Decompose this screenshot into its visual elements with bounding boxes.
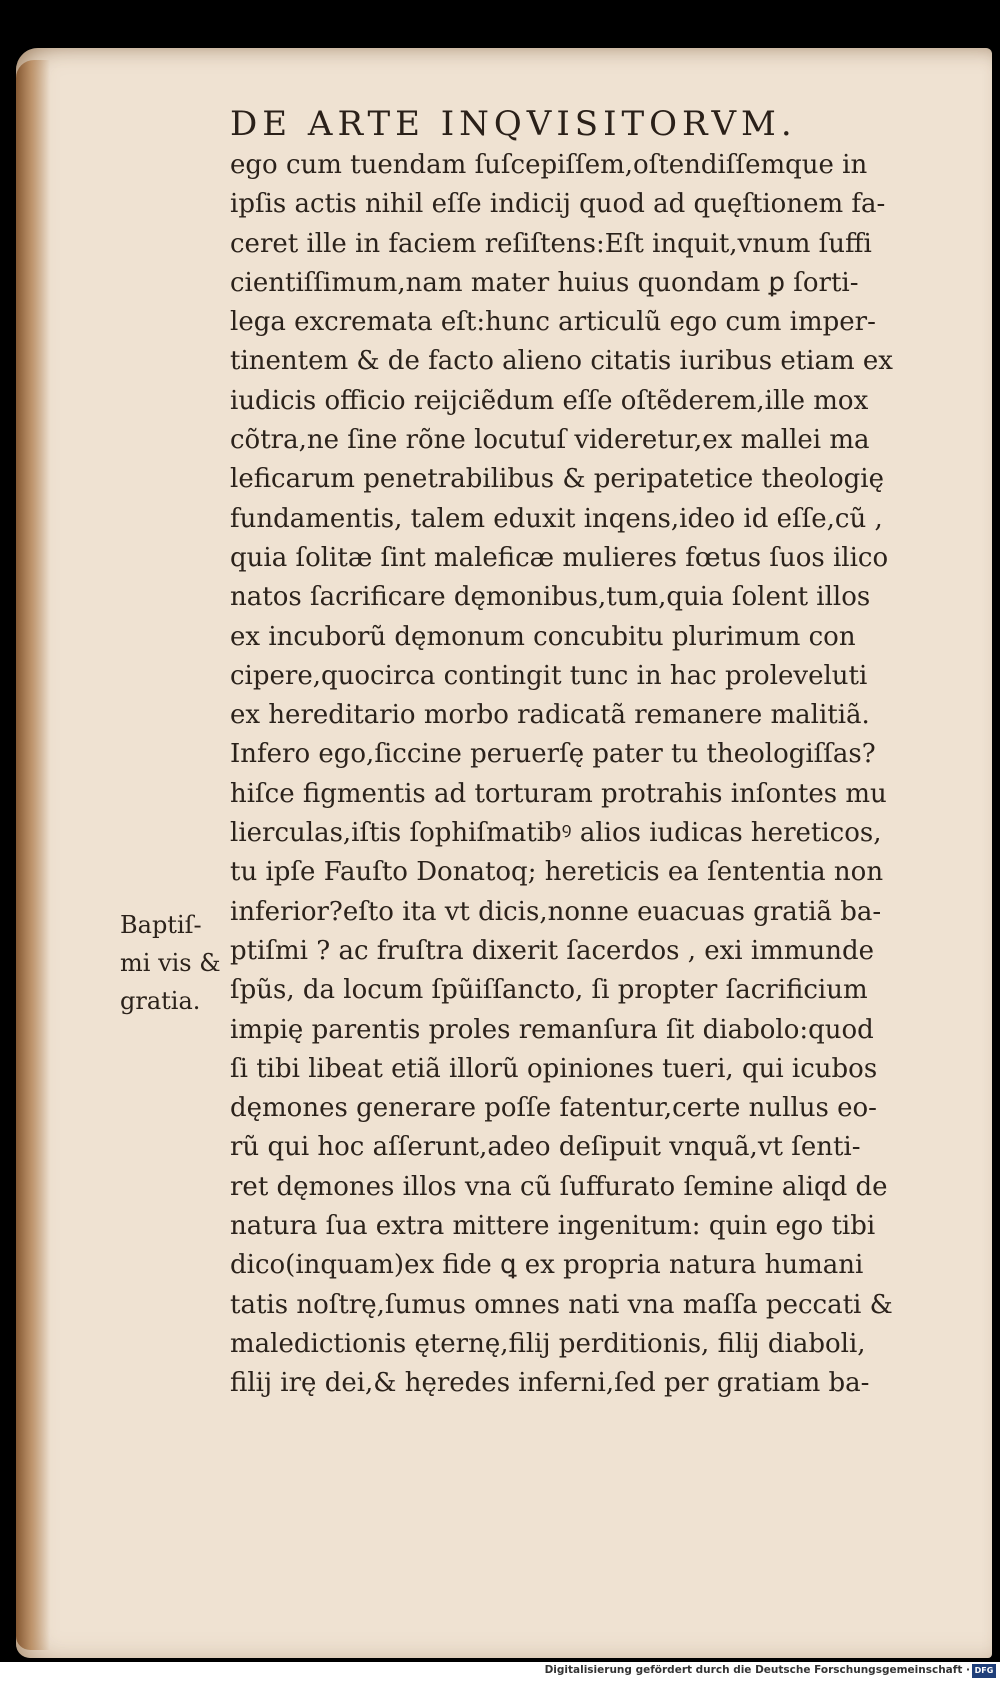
page-edge-shadow [16, 60, 50, 1650]
text-line: natura ſua extra mittere ingenitum: quin ego tibi [230, 1211, 876, 1242]
text-line: ptiſmi ? ac fruſtra dixerit ſacerdos , exi immunde [230, 935, 875, 966]
marginal-note [120, 906, 232, 1020]
body-text [230, 146, 930, 1404]
text-line: ipſis actis nihil eſſe indicij quod ad quęſtionem fa- [230, 189, 886, 220]
funding-credit: Digitalisierung gefördert durch die Deutsche Forschungsgemeinschaft · [544, 1664, 970, 1676]
text-line: lega excremata eſt:hunc articulũ ego cum imper- [230, 307, 876, 338]
text-line: cõtra,ne ſine rõne locutuſ videretur,ex mallei ma [230, 425, 870, 456]
running-head: DE ARTE INQVISITORVM. [230, 104, 797, 144]
text-line: inferior?eſto ita vt dicis,nonne euacuas gratiã ba- [230, 896, 882, 927]
text-line: impię parentis proles remanſura ſit diabolo:quod [230, 1014, 874, 1045]
text-line: tatis noſtrę,ſumus omnes nati vna maſſa peccati & [230, 1289, 893, 1320]
text-line: Infero ego,ſiccine peruerſę pater tu theologiſſas? [230, 739, 876, 770]
text-line: ceret ille in faciem reſiſtens:Eſt inquit,vnum ſuffi [230, 228, 872, 259]
text-line: lierculas,iſtis ſophiſmatibꝰ alios iudicas hereticos, [230, 818, 882, 849]
text-line: fundamentis, talem eduxit inqens,ideo id eſſe,cũ , [230, 503, 883, 534]
text-line: tinentem & de facto alieno citatis iuribus etiam ex [230, 346, 893, 377]
text-line: ſi tibi libeat etiã illorũ opiniones tueri, qui icubos [230, 1053, 878, 1084]
text-line: dęmones generare poſſe fatentur,certe nullus eo- [230, 1093, 877, 1124]
text-line: cientiſſimum,nam mater huius quondam ꝑ ſorti- [230, 267, 859, 298]
text-line: quia ſolitæ ſint maleficæ mulieres fœtus ſuos ilico [230, 542, 889, 573]
marginal-note-line: Baptiſ- [120, 911, 202, 939]
text-line: filij irę dei,& hęredes inferni,ſed per gratiam ba- [230, 1368, 870, 1399]
text-line: maledictionis ęternę,filij perditionis, filij diaboli, [230, 1328, 866, 1359]
text-line: hiſce figmentis ad torturam protrahis inſontes mu [230, 778, 887, 809]
text-line: natos ſacrificare dęmonibus,tum,quia ſolent illos [230, 582, 871, 613]
text-line: ex hereditario morbo radicatã remanere malitiã. [230, 700, 870, 731]
text-line: ret dęmones illos vna cũ ſuffurato ſemine aliqd de [230, 1171, 888, 1202]
text-line: iudicis officio reijciẽdum eſſe oſtẽderem,ille mox [230, 385, 869, 416]
marginal-note-line: gratia. [120, 987, 201, 1015]
text-line: tu ipſe Fauſto Donatoq; hereticis ea ſententia non [230, 857, 884, 888]
dfg-logo: DFG [972, 1664, 996, 1678]
text-line: leficarum penetrabilibus & peripatetice theologię [230, 464, 885, 495]
marginal-note-line: mi vis & [120, 949, 221, 977]
text-line: ego cum tuendam ſuſcepiſſem,oſtendiſſemque in [230, 150, 868, 180]
text-line: cipere,quocirca contingit tunc in hac proleveluti [230, 660, 868, 691]
text-line: rũ qui hoc aſſerunt,adeo deſipuit vnquã,vt ſenti- [230, 1132, 861, 1163]
text-line: ex incuborũ dęmonum concubitu plurimum con [230, 621, 856, 652]
text-line: dico(inquam)ex fide ꝗ ex propria natura humani [230, 1250, 864, 1281]
text-line: ſpũs, da locum ſpũiſſancto, ſi propter ſacrificium [230, 975, 868, 1006]
